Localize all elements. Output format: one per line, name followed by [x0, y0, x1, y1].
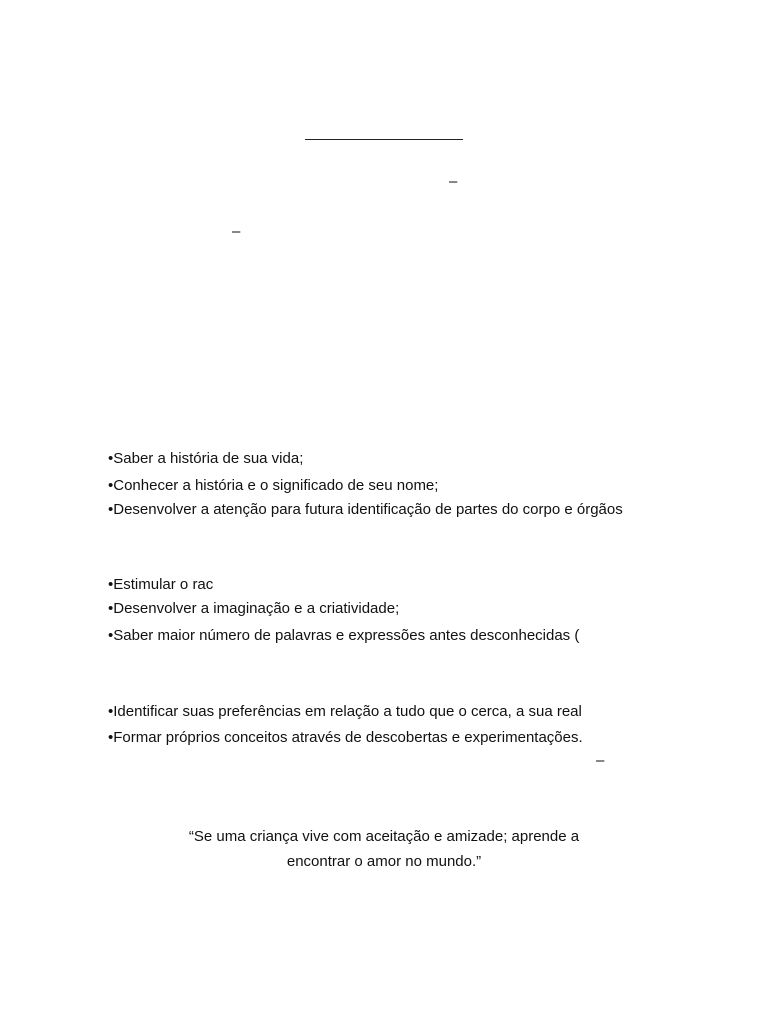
objective-item: •Saber maior número de palavras e expressões antes desconhecidas ( — [108, 627, 580, 644]
objective-item: •Identificar suas preferências em relação a tudo que o cerca, a sua real — [108, 703, 582, 720]
objective-item: •Conhecer a história e o significado de seu nome; — [108, 477, 439, 494]
objective-item: •Desenvolver a atenção para futura identificação de partes do corpo e órgãos — [108, 501, 623, 518]
objective-item: •Estimular o rac — [108, 576, 214, 593]
dash-mark: – — [596, 752, 605, 769]
title-underline — [305, 139, 463, 140]
dash-mark: – — [232, 223, 241, 240]
quote-line: encontrar o amor no mundo.” — [286, 853, 482, 870]
dash-mark: – — [449, 173, 458, 190]
quote-line: “Se uma criança vive com aceitação e amizade; aprende a — [188, 828, 580, 845]
objective-item: •Saber a história de sua vida; — [108, 450, 304, 467]
objective-item: •Formar próprios conceitos através de descobertas e experimentações. — [108, 729, 583, 746]
objective-item: •Desenvolver a imaginação e a criatividade; — [108, 600, 400, 617]
